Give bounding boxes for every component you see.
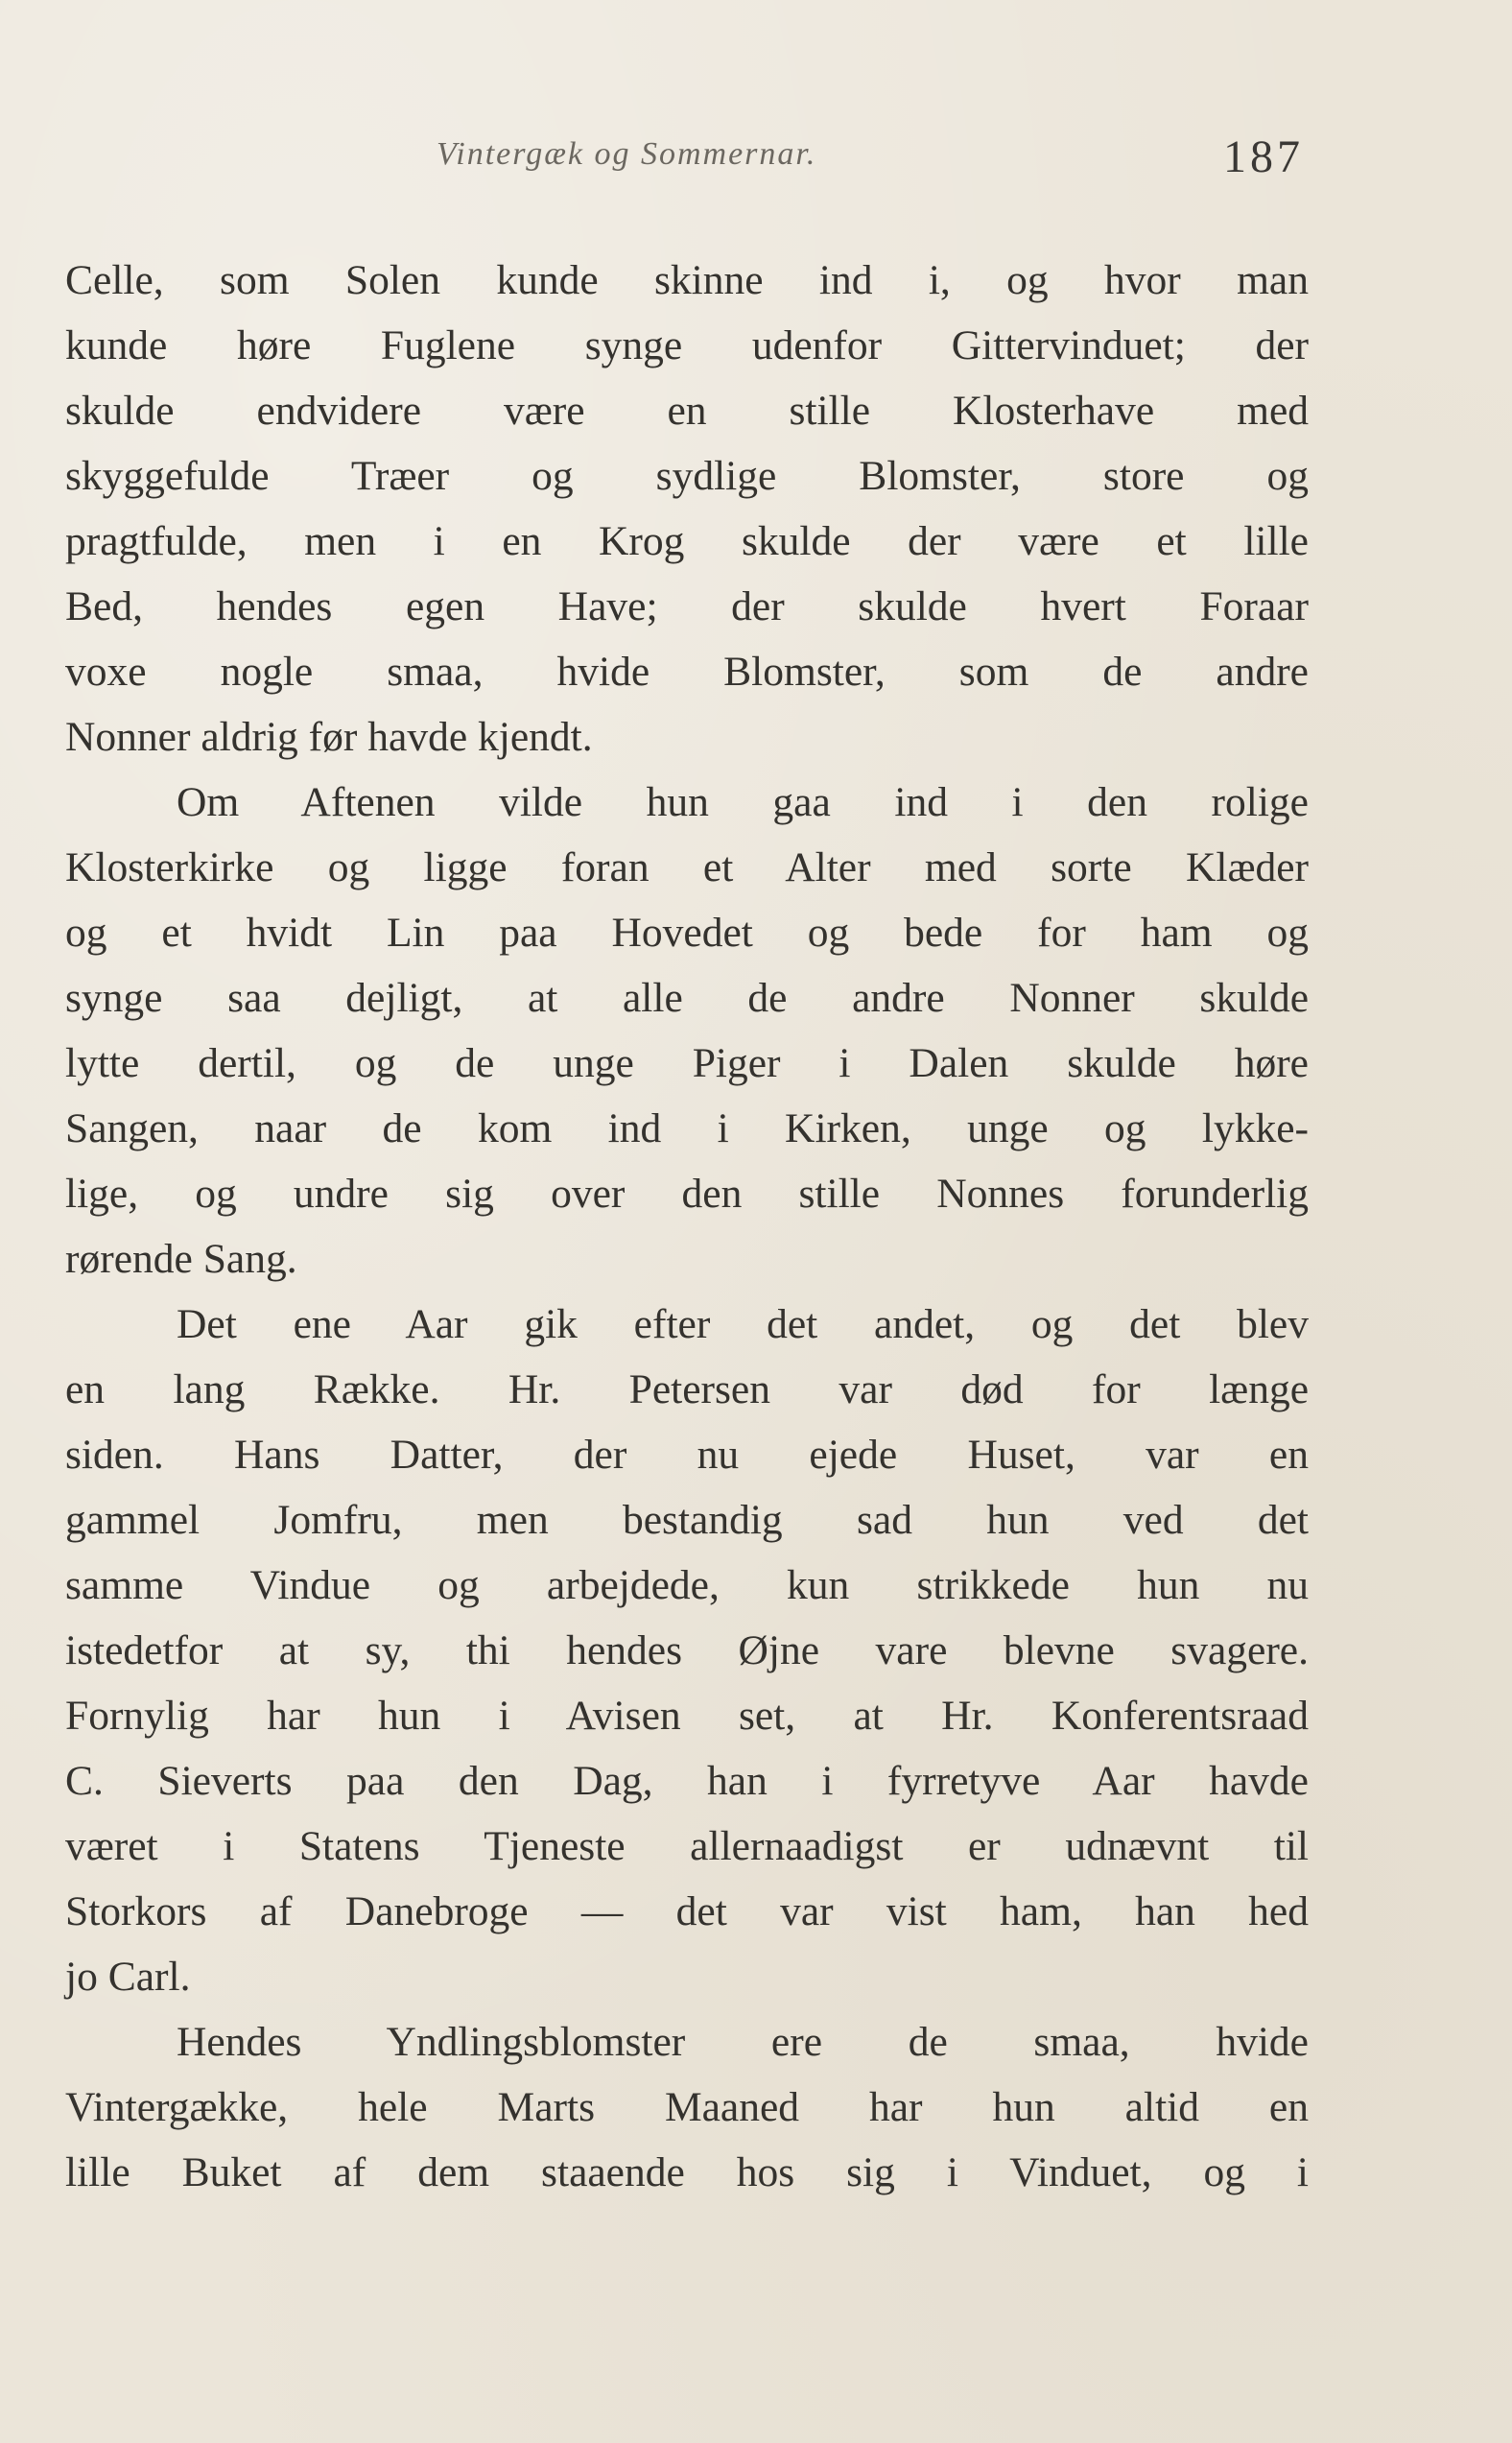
- text-line: Bed, hendes egen Have; der skulde hvert Foraar: [65, 583, 1309, 629]
- text-line: voxe nogle smaa, hvide Blomster, som de andre: [65, 649, 1309, 695]
- text-line: skulde endvidere være en stille Klosterhave med: [65, 388, 1309, 434]
- paragraph-start-line: Om Aftenen vilde hun gaa ind i den rolige: [177, 779, 1309, 825]
- text-line: lille Buket af dem staaende hos sig i Vinduet, og i: [65, 2149, 1309, 2195]
- text-line: Storkors af Danebroge — det var vist ham, han hed: [65, 1888, 1309, 1934]
- text-line: og et hvidt Lin paa Hovedet og bede for ham og: [65, 910, 1309, 956]
- text-line: en lang Række. Hr. Petersen var død for længe: [65, 1366, 1309, 1412]
- text-line: Vintergække, hele Marts Maaned har hun altid en: [65, 2084, 1309, 2130]
- text-line: rørende Sang.: [65, 1236, 297, 1282]
- running-title: Vintergæk og Sommernar.: [437, 136, 817, 172]
- text-line: pragtfulde, men i en Krog skulde der være et lille: [65, 518, 1309, 564]
- text-line: synge saa dejligt, at alle de andre Nonner skulde: [65, 975, 1309, 1021]
- text-line: Celle, som Solen kunde skinne ind i, og hvor man: [65, 257, 1309, 303]
- paragraph-start-line: Hendes Yndlingsblomster ere de smaa, hvide: [177, 2019, 1309, 2065]
- text-line: C. Sieverts paa den Dag, han i fyrretyve Aar havde: [65, 1758, 1309, 1804]
- text-line: kunde høre Fuglene synge udenfor Gittervinduet; der: [65, 322, 1309, 368]
- text-line: skyggefulde Træer og sydlige Blomster, store og: [65, 453, 1309, 499]
- text-line: samme Vindue og arbejdede, kun strikkede hun nu: [65, 1562, 1309, 1608]
- text-line: siden. Hans Datter, der nu ejede Huset, var en: [65, 1432, 1309, 1478]
- page-number: 187: [1223, 131, 1304, 182]
- text-line: istedetfor at sy, thi hendes Øjne vare blevne svagere.: [65, 1627, 1309, 1673]
- paragraph-start-line: Det ene Aar gik efter det andet, og det blev: [177, 1301, 1309, 1347]
- text-line: været i Statens Tjeneste allernaadigst er udnævnt til: [65, 1823, 1309, 1869]
- text-line: lige, og undre sig over den stille Nonnes forunderlig: [65, 1171, 1309, 1217]
- text-line: Klosterkirke og ligge foran et Alter med sorte Klæder: [65, 844, 1309, 890]
- text-line: gammel Jomfru, men bestandig sad hun ved det: [65, 1497, 1309, 1543]
- body-text: [65, 248, 1309, 2205]
- text-line: jo Carl.: [65, 1954, 191, 2000]
- text-line: Sangen, naar de kom ind i Kirken, unge og lykke-: [65, 1105, 1309, 1151]
- text-line: lytte dertil, og de unge Piger i Dalen skulde høre: [65, 1040, 1309, 1086]
- text-line: Fornylig har hun i Avisen set, at Hr. Konferentsraad: [65, 1693, 1309, 1739]
- text-line: Nonner aldrig før havde kjendt.: [65, 714, 593, 760]
